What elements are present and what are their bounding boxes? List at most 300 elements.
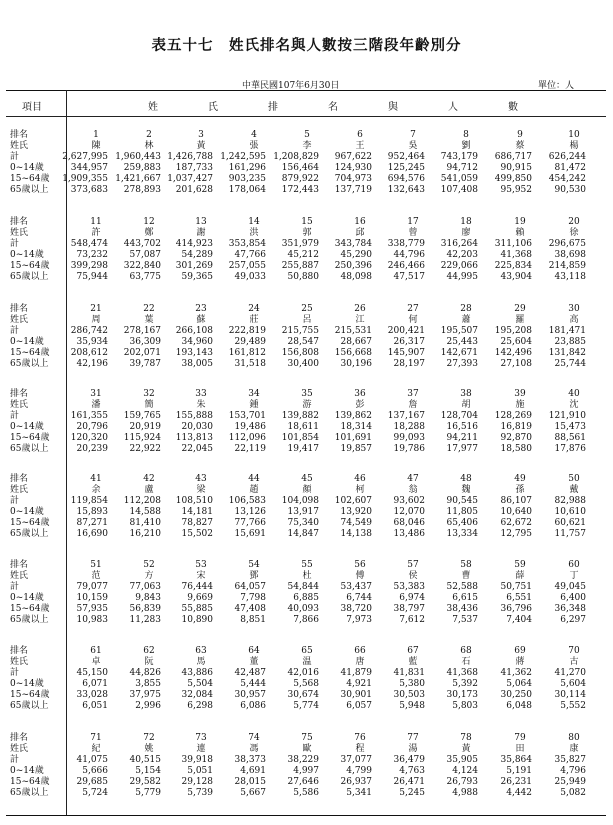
count-cell: 27,393 bbox=[446, 359, 478, 369]
surname-cell: 胡 bbox=[461, 400, 471, 410]
count-cell: 28,547 bbox=[287, 337, 319, 347]
rank-cell: 38 bbox=[460, 389, 472, 399]
count-cell: 686,717 bbox=[494, 152, 532, 162]
count-cell: 10,983 bbox=[76, 615, 108, 625]
count-cell: 6,615 bbox=[452, 593, 478, 603]
row-label: 排名 bbox=[10, 560, 29, 570]
surname-cell: 劉 bbox=[461, 141, 471, 151]
unit-label: 單位：人 bbox=[538, 81, 575, 91]
count-cell: 54,844 bbox=[287, 582, 319, 592]
count-cell: 17,977 bbox=[446, 444, 478, 454]
surname-cell: 林 bbox=[144, 141, 154, 151]
surname-cell: 戴 bbox=[569, 485, 579, 495]
count-cell: 33,028 bbox=[76, 690, 108, 700]
count-cell: 42,196 bbox=[76, 359, 108, 369]
count-cell: 23,885 bbox=[554, 337, 586, 347]
count-cell: 4,921 bbox=[346, 679, 372, 689]
count-cell: 743,179 bbox=[440, 152, 478, 162]
count-cell: 44,826 bbox=[129, 668, 161, 678]
count-cell: 64,057 bbox=[234, 582, 266, 592]
count-cell: 38,229 bbox=[287, 755, 319, 765]
count-cell: 107,408 bbox=[440, 185, 478, 195]
count-cell: 26,937 bbox=[340, 777, 372, 787]
count-cell: 6,744 bbox=[346, 593, 372, 603]
surname-cell: 唐 bbox=[355, 657, 365, 667]
count-cell: 87,271 bbox=[76, 518, 108, 528]
surname-cell: 呂 bbox=[302, 315, 312, 325]
count-cell: 28,667 bbox=[340, 337, 372, 347]
header-char: 人 bbox=[448, 102, 458, 113]
surname-block bbox=[0, 474, 613, 540]
surname-cell: 羅 bbox=[515, 315, 525, 325]
count-cell: 159,765 bbox=[123, 411, 161, 421]
count-cell: 25,744 bbox=[554, 359, 586, 369]
count-cell: 38,720 bbox=[340, 604, 372, 614]
count-cell: 37,975 bbox=[129, 690, 161, 700]
count-cell: 5,380 bbox=[399, 679, 425, 689]
count-cell: 44,995 bbox=[446, 272, 478, 282]
count-cell: 4,691 bbox=[240, 766, 266, 776]
count-cell: 76,444 bbox=[181, 582, 213, 592]
count-cell: 1,960,443 bbox=[115, 152, 161, 162]
count-cell: 49,045 bbox=[554, 582, 586, 592]
row-label: 0~14歲 bbox=[10, 593, 44, 603]
surname-cell: 陳 bbox=[91, 141, 101, 151]
count-cell: 6,298 bbox=[187, 701, 213, 711]
count-cell: 26,231 bbox=[500, 777, 532, 787]
count-cell: 5,191 bbox=[506, 766, 532, 776]
count-cell: 373,683 bbox=[70, 185, 108, 195]
count-cell: 94,712 bbox=[446, 163, 478, 173]
count-cell: 195,208 bbox=[494, 326, 532, 336]
rank-cell: 35 bbox=[301, 389, 313, 399]
count-cell: 12,070 bbox=[393, 507, 425, 517]
surname-cell: 王 bbox=[355, 141, 365, 151]
count-cell: 125,245 bbox=[387, 163, 425, 173]
surname-cell: 蕭 bbox=[461, 315, 471, 325]
surname-cell: 鍾 bbox=[249, 400, 259, 410]
count-cell: 7,973 bbox=[346, 615, 372, 625]
count-cell: 41,270 bbox=[554, 668, 586, 678]
rank-cell: 64 bbox=[248, 646, 260, 656]
count-cell: 316,264 bbox=[440, 239, 478, 249]
surname-cell: 歐 bbox=[302, 744, 312, 754]
bottom-rule bbox=[6, 815, 606, 816]
count-cell: 250,396 bbox=[334, 261, 372, 271]
rank-cell: 4 bbox=[251, 130, 257, 140]
rank-cell: 7 bbox=[410, 130, 416, 140]
row-label: 0~14歲 bbox=[10, 679, 44, 689]
rank-cell: 16 bbox=[354, 217, 366, 227]
count-cell: 9,669 bbox=[187, 593, 213, 603]
row-label: 65歲以上 bbox=[10, 272, 49, 282]
rank-cell: 2 bbox=[146, 130, 152, 140]
row-label: 排名 bbox=[10, 304, 29, 314]
count-cell: 5,154 bbox=[135, 766, 161, 776]
count-cell: 4,763 bbox=[399, 766, 425, 776]
count-cell: 11,805 bbox=[446, 507, 478, 517]
count-cell: 11,283 bbox=[129, 615, 161, 625]
count-cell: 43,118 bbox=[554, 272, 586, 282]
count-cell: 4,799 bbox=[346, 766, 372, 776]
count-cell: 225,834 bbox=[494, 261, 532, 271]
count-cell: 41,368 bbox=[446, 668, 478, 678]
surname-block bbox=[0, 217, 613, 283]
count-cell: 215,531 bbox=[334, 326, 372, 336]
surname-cell: 黃 bbox=[196, 141, 206, 151]
count-cell: 7,866 bbox=[293, 615, 319, 625]
surname-cell: 董 bbox=[249, 657, 259, 667]
rank-cell: 32 bbox=[143, 389, 155, 399]
count-cell: 5,604 bbox=[560, 679, 586, 689]
count-cell: 5,504 bbox=[187, 679, 213, 689]
count-cell: 49,033 bbox=[234, 272, 266, 282]
count-cell: 16,690 bbox=[76, 529, 108, 539]
surname-cell: 李 bbox=[302, 141, 312, 151]
count-cell: 5,444 bbox=[240, 679, 266, 689]
rank-cell: 31 bbox=[90, 389, 102, 399]
count-cell: 11,757 bbox=[554, 529, 586, 539]
rank-cell: 47 bbox=[407, 474, 419, 484]
surname-cell: 彭 bbox=[355, 400, 365, 410]
count-cell: 200,421 bbox=[387, 326, 425, 336]
count-cell: 52,588 bbox=[446, 582, 478, 592]
count-cell: 30,503 bbox=[393, 690, 425, 700]
count-cell: 29,128 bbox=[181, 777, 213, 787]
surname-cell: 田 bbox=[515, 744, 525, 754]
count-cell: 344,957 bbox=[70, 163, 108, 173]
count-cell: 113,813 bbox=[175, 433, 213, 443]
surname-cell: 何 bbox=[408, 315, 418, 325]
header-char: 與 bbox=[388, 102, 398, 113]
count-cell: 278,167 bbox=[123, 326, 161, 336]
count-cell: 139,862 bbox=[334, 411, 372, 421]
count-cell: 5,051 bbox=[187, 766, 213, 776]
count-cell: 41,075 bbox=[76, 755, 108, 765]
count-cell: 81,472 bbox=[554, 163, 586, 173]
rank-cell: 59 bbox=[514, 560, 526, 570]
count-cell: 41,831 bbox=[393, 668, 425, 678]
count-cell: 5,245 bbox=[399, 788, 425, 798]
count-cell: 47,517 bbox=[393, 272, 425, 282]
row-label: 65歲以上 bbox=[10, 185, 49, 195]
surname-cell: 鄭 bbox=[144, 228, 154, 238]
count-cell: 5,779 bbox=[135, 788, 161, 798]
count-cell: 90,915 bbox=[500, 163, 532, 173]
surname-block bbox=[0, 646, 613, 712]
count-cell: 26,317 bbox=[393, 337, 425, 347]
row-label: 計 bbox=[10, 582, 20, 592]
rank-cell: 15 bbox=[301, 217, 313, 227]
row-label: 15~64歲 bbox=[10, 604, 50, 614]
count-cell: 38,436 bbox=[446, 604, 478, 614]
count-cell: 26,793 bbox=[446, 777, 478, 787]
count-cell: 161,355 bbox=[70, 411, 108, 421]
count-cell: 43,886 bbox=[181, 668, 213, 678]
header-char: 姓 bbox=[148, 102, 158, 113]
count-cell: 5,948 bbox=[399, 701, 425, 711]
count-cell: 131,842 bbox=[548, 348, 586, 358]
count-cell: 4,442 bbox=[506, 788, 532, 798]
count-cell: 63,775 bbox=[129, 272, 161, 282]
count-cell: 19,857 bbox=[340, 444, 372, 454]
surname-cell: 范 bbox=[91, 571, 101, 581]
count-cell: 195,507 bbox=[440, 326, 478, 336]
count-cell: 75,944 bbox=[76, 272, 108, 282]
count-cell: 73,232 bbox=[76, 250, 108, 260]
rank-cell: 41 bbox=[90, 474, 102, 484]
count-cell: 178,064 bbox=[228, 185, 266, 195]
surname-cell: 湯 bbox=[408, 744, 418, 754]
row-label: 65歲以上 bbox=[10, 701, 49, 711]
count-cell: 95,952 bbox=[500, 185, 532, 195]
rank-cell: 40 bbox=[568, 389, 580, 399]
count-cell: 259,883 bbox=[123, 163, 161, 173]
rank-cell: 51 bbox=[90, 560, 102, 570]
rank-cell: 33 bbox=[195, 389, 207, 399]
rank-cell: 75 bbox=[301, 733, 313, 743]
rank-cell: 5 bbox=[304, 130, 310, 140]
rank-cell: 52 bbox=[143, 560, 155, 570]
header-char: 名 bbox=[328, 102, 338, 113]
count-cell: 414,923 bbox=[175, 239, 213, 249]
count-cell: 13,126 bbox=[234, 507, 266, 517]
count-cell: 35,905 bbox=[446, 755, 478, 765]
count-cell: 14,138 bbox=[340, 529, 372, 539]
row-label: 65歲以上 bbox=[10, 359, 49, 369]
count-cell: 25,949 bbox=[554, 777, 586, 787]
surname-cell: 宋 bbox=[196, 571, 206, 581]
row-label: 排名 bbox=[10, 646, 29, 656]
count-cell: 42,487 bbox=[234, 668, 266, 678]
count-cell: 903,235 bbox=[228, 174, 266, 184]
count-cell: 18,611 bbox=[287, 422, 319, 432]
header-char: 氏 bbox=[208, 102, 218, 113]
row-label: 15~64歲 bbox=[10, 433, 50, 443]
rank-cell: 13 bbox=[195, 217, 207, 227]
surname-cell: 簡 bbox=[144, 400, 154, 410]
count-cell: 38,005 bbox=[181, 359, 213, 369]
row-label: 0~14歲 bbox=[10, 337, 44, 347]
count-cell: 38,797 bbox=[393, 604, 425, 614]
count-cell: 1,208,829 bbox=[273, 152, 319, 162]
row-label: 0~14歲 bbox=[10, 163, 44, 173]
rank-cell: 53 bbox=[195, 560, 207, 570]
rank-cell: 8 bbox=[463, 130, 469, 140]
count-cell: 14,847 bbox=[287, 529, 319, 539]
row-label: 65歲以上 bbox=[10, 615, 49, 625]
row-label: 姓氏 bbox=[10, 400, 29, 410]
count-cell: 541,059 bbox=[440, 174, 478, 184]
count-cell: 967,622 bbox=[334, 152, 372, 162]
count-cell: 139,882 bbox=[281, 411, 319, 421]
rank-cell: 22 bbox=[143, 304, 155, 314]
surname-cell: 卓 bbox=[91, 657, 101, 667]
count-cell: 17,876 bbox=[554, 444, 586, 454]
count-cell: 60,621 bbox=[554, 518, 586, 528]
count-cell: 30,674 bbox=[287, 690, 319, 700]
surname-cell: 柯 bbox=[355, 485, 365, 495]
surname-cell: 蘇 bbox=[196, 315, 206, 325]
count-cell: 9,843 bbox=[135, 593, 161, 603]
count-cell: 137,719 bbox=[334, 185, 372, 195]
surname-cell: 郭 bbox=[302, 228, 312, 238]
count-cell: 38,373 bbox=[234, 755, 266, 765]
row-label: 計 bbox=[10, 239, 20, 249]
count-cell: 6,048 bbox=[506, 701, 532, 711]
rank-cell: 3 bbox=[198, 130, 204, 140]
row-label: 排名 bbox=[10, 217, 29, 227]
count-cell: 7,404 bbox=[506, 615, 532, 625]
rank-cell: 54 bbox=[248, 560, 260, 570]
count-cell: 75,340 bbox=[287, 518, 319, 528]
count-cell: 104,098 bbox=[281, 496, 319, 506]
count-cell: 36,479 bbox=[393, 755, 425, 765]
count-cell: 47,766 bbox=[234, 250, 266, 260]
surname-cell: 程 bbox=[355, 744, 365, 754]
count-cell: 81,410 bbox=[129, 518, 161, 528]
count-cell: 15,691 bbox=[234, 529, 266, 539]
count-cell: 30,173 bbox=[446, 690, 478, 700]
rank-cell: 9 bbox=[517, 130, 523, 140]
count-cell: 106,583 bbox=[228, 496, 266, 506]
count-cell: 278,893 bbox=[123, 185, 161, 195]
rank-cell: 43 bbox=[195, 474, 207, 484]
count-cell: 202,071 bbox=[123, 348, 161, 358]
count-cell: 62,672 bbox=[500, 518, 532, 528]
count-cell: 156,668 bbox=[334, 348, 372, 358]
count-cell: 137,167 bbox=[387, 411, 425, 421]
row-label: 0~14歲 bbox=[10, 507, 44, 517]
count-cell: 78,827 bbox=[181, 518, 213, 528]
rank-cell: 72 bbox=[143, 733, 155, 743]
rank-cell: 14 bbox=[248, 217, 260, 227]
surname-block bbox=[0, 560, 613, 626]
rank-cell: 36 bbox=[354, 389, 366, 399]
surname-cell: 楊 bbox=[569, 141, 579, 151]
surname-cell: 許 bbox=[91, 228, 101, 238]
count-cell: 5,082 bbox=[560, 788, 586, 798]
count-cell: 7,612 bbox=[399, 615, 425, 625]
count-cell: 41,879 bbox=[340, 668, 372, 678]
surname-block bbox=[0, 130, 613, 196]
surname-cell: 周 bbox=[91, 315, 101, 325]
count-cell: 34,960 bbox=[181, 337, 213, 347]
rank-cell: 79 bbox=[514, 733, 526, 743]
count-cell: 10,640 bbox=[500, 507, 532, 517]
count-cell: 13,486 bbox=[393, 529, 425, 539]
surname-cell: 康 bbox=[569, 744, 579, 754]
rank-cell: 57 bbox=[407, 560, 419, 570]
row-label: 計 bbox=[10, 411, 20, 421]
count-cell: 443,702 bbox=[123, 239, 161, 249]
count-cell: 214,859 bbox=[548, 261, 586, 271]
rank-cell: 60 bbox=[568, 560, 580, 570]
row-label: 0~14歲 bbox=[10, 422, 44, 432]
surname-cell: 徐 bbox=[569, 228, 579, 238]
count-cell: 115,924 bbox=[123, 433, 161, 443]
count-cell: 22,045 bbox=[181, 444, 213, 454]
count-cell: 31,518 bbox=[234, 359, 266, 369]
row-label: 計 bbox=[10, 326, 20, 336]
count-cell: 879,922 bbox=[281, 174, 319, 184]
count-cell: 6,885 bbox=[293, 593, 319, 603]
count-cell: 30,901 bbox=[340, 690, 372, 700]
rank-cell: 61 bbox=[90, 646, 102, 656]
date-label: 中華民國107年6月30日 bbox=[242, 81, 340, 91]
row-label: 65歲以上 bbox=[10, 444, 49, 454]
count-cell: 5,568 bbox=[293, 679, 319, 689]
count-cell: 22,119 bbox=[234, 444, 266, 454]
surname-cell: 吳 bbox=[408, 141, 418, 151]
rank-cell: 21 bbox=[90, 304, 102, 314]
rank-cell: 39 bbox=[514, 389, 526, 399]
table-title: 表五十七 姓氏排名與人數按三階段年齡別分 bbox=[151, 38, 462, 54]
count-cell: 208,612 bbox=[70, 348, 108, 358]
count-cell: 181,471 bbox=[548, 326, 586, 336]
count-cell: 88,561 bbox=[554, 433, 586, 443]
surname-cell: 翁 bbox=[408, 485, 418, 495]
header-char: 排 bbox=[268, 102, 278, 113]
count-cell: 193,143 bbox=[175, 348, 213, 358]
count-cell: 37,077 bbox=[340, 755, 372, 765]
count-cell: 57,087 bbox=[129, 250, 161, 260]
rank-cell: 77 bbox=[407, 733, 419, 743]
row-label: 15~64歲 bbox=[10, 174, 50, 184]
count-cell: 187,733 bbox=[175, 163, 213, 173]
count-cell: 6,400 bbox=[560, 593, 586, 603]
count-cell: 121,910 bbox=[548, 411, 586, 421]
count-cell: 77,063 bbox=[129, 582, 161, 592]
count-cell: 56,839 bbox=[129, 604, 161, 614]
count-cell: 40,515 bbox=[129, 755, 161, 765]
count-cell: 119,854 bbox=[70, 496, 108, 506]
count-cell: 153,701 bbox=[228, 411, 266, 421]
count-cell: 142,496 bbox=[494, 348, 532, 358]
count-cell: 128,269 bbox=[494, 411, 532, 421]
row-label: 排名 bbox=[10, 130, 29, 140]
surname-cell: 馬 bbox=[196, 657, 206, 667]
count-cell: 32,084 bbox=[181, 690, 213, 700]
count-cell: 36,348 bbox=[554, 604, 586, 614]
rank-cell: 76 bbox=[354, 733, 366, 743]
count-cell: 39,787 bbox=[129, 359, 161, 369]
count-cell: 77,766 bbox=[234, 518, 266, 528]
count-cell: 44,796 bbox=[393, 250, 425, 260]
count-cell: 6,057 bbox=[346, 701, 372, 711]
count-cell: 246,466 bbox=[387, 261, 425, 271]
rank-cell: 45 bbox=[301, 474, 313, 484]
count-cell: 15,473 bbox=[554, 422, 586, 432]
count-cell: 5,341 bbox=[346, 788, 372, 798]
count-cell: 20,030 bbox=[181, 422, 213, 432]
row-label: 排名 bbox=[10, 474, 29, 484]
rank-cell: 67 bbox=[407, 646, 419, 656]
surname-cell: 丁 bbox=[569, 571, 579, 581]
count-cell: 50,751 bbox=[500, 582, 532, 592]
surname-cell: 古 bbox=[569, 657, 579, 667]
count-cell: 5,774 bbox=[293, 701, 319, 711]
rank-cell: 6 bbox=[357, 130, 363, 140]
surname-cell: 石 bbox=[461, 657, 471, 667]
count-cell: 161,812 bbox=[228, 348, 266, 358]
count-cell: 36,309 bbox=[129, 337, 161, 347]
count-cell: 255,887 bbox=[281, 261, 319, 271]
rank-cell: 55 bbox=[301, 560, 313, 570]
count-cell: 92,870 bbox=[500, 433, 532, 443]
count-cell: 128,704 bbox=[440, 411, 478, 421]
count-cell: 36,796 bbox=[500, 604, 532, 614]
